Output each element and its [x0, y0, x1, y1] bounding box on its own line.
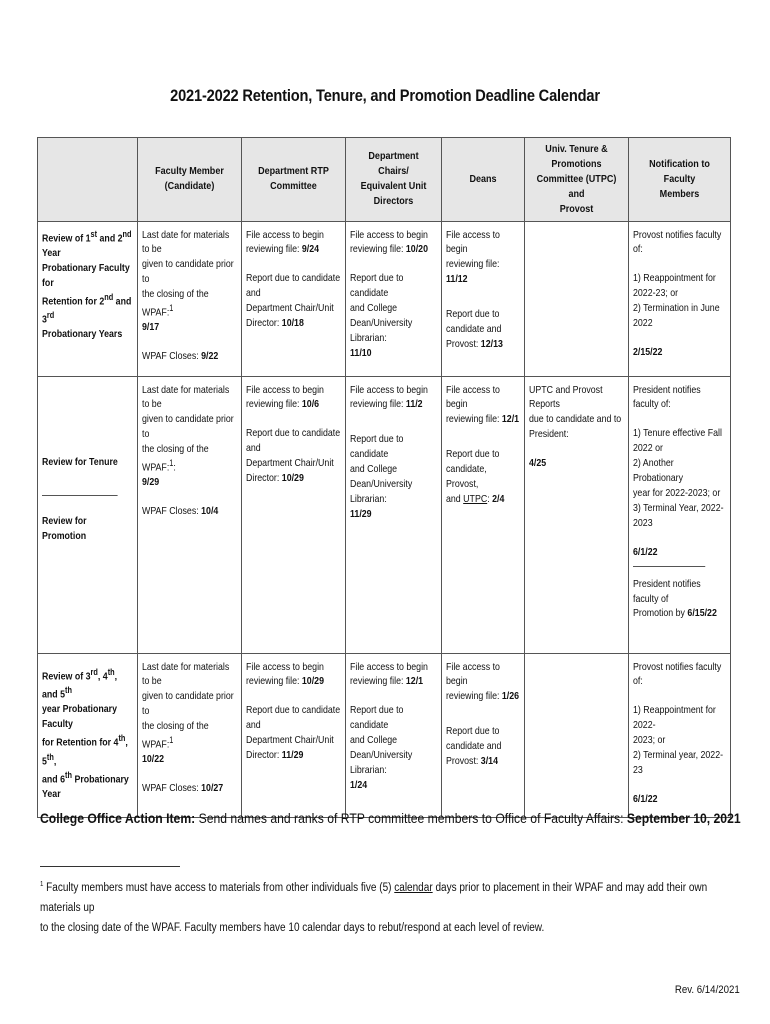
divider-line: [42, 495, 118, 496]
table-row: [38, 221, 731, 376]
college-office-action-item: College Office Action Item: Send names and ranks of RTP committee members to Office of Faculty Affairs: September 10, 2021: [40, 810, 741, 826]
faculty-cell: Last date for materials to be given to candidate prior to the closing of the WPAF:$^1$ 9/17 WPAF Closes: 9/22: [138, 221, 242, 376]
utpc-cell: [525, 653, 629, 817]
utpc-cell: UPTC and Provost Reports due to candidate and to President: 4/25: [525, 376, 629, 653]
notification-cell: President notifies faculty of: 1) Tenure effective Fall 2022 or 2) Another Probationary year for 2022-2023; or 3) Terminal Year, 2022- 2023 6/1/22 President notifies faculty of Promotion by 6/15/22: [629, 376, 731, 653]
chairs-cell: File access to begin reviewing file: 12/1 Report due to candidate and College Dean/University Librarian: 1/24: [346, 653, 442, 817]
footnote: $^1$ Faculty members must have access to materials from other individuals five (5) calendar days prior to placement in their WPAF and may add their own materials up to the closing date of the WPAF. Faculty members have 10 calendar days to rebut/respond at each level of review.: [40, 881, 708, 935]
notification-cell: Provost notifies faculty of: 1) Reappointment for 2022-23; or 2) Termination in June 2022 2/15/22: [629, 221, 731, 376]
chairs-cell: File access to begin reviewing file: 11/2 Report due to candidate and College Dean/University Librarian: 11/29: [346, 376, 442, 653]
deadline-calendar-table: [37, 137, 731, 818]
header-faculty-member: Faculty Member (Candidate): [138, 138, 242, 222]
deans-cell: File access to begin reviewing file: 12/1 Report due to candidate, Provost, and UTPC: 2/4: [442, 376, 525, 653]
table-row: [38, 376, 731, 653]
deans-cell: File access to begin reviewing file: 11/12 Report due to candidate and Provost: 12/13: [442, 221, 525, 376]
header-department-chairs: Department Chairs/ Equivalent Unit Directors: [346, 138, 442, 222]
notification-cell: Provost notifies faculty of: 1) Reappointment for 2022- 2023; or 2) Terminal year, 2022-23 6/1/22: [629, 653, 731, 817]
document-title: 2021-2022 Retention, Tenure, and Promotion Deadline Calendar: [170, 86, 600, 105]
header-notification: Notification to Faculty Members: [629, 138, 731, 222]
faculty-cell: Last date for materials to be given to candidate prior to the closing of the WPAF:$^1$: 9/29 WPAF Closes: 10/4: [138, 376, 242, 653]
table-row: [38, 653, 731, 817]
chairs-cell: File access to begin reviewing file: 10/20 Report due to candidate and College Dean/University Librarian: 11/10: [346, 221, 442, 376]
deans-cell: File access to begin reviewing file: 1/26 Report due to candidate and Provost: 3/14: [442, 653, 525, 817]
rtp-cell: File access to begin reviewing file: 9/24 Report due to candidate and Department Chair/Unit Director: 10/18: [242, 221, 346, 376]
header-department-rtp: Department RTP Committee: [242, 138, 346, 222]
header-blank: [38, 138, 138, 222]
rtp-cell: File access to begin reviewing file: 10/29 Report due to candidate and Department Chair/Unit Director: 11/29: [242, 653, 346, 817]
divider-line: [633, 566, 705, 567]
revision-date: Rev. 6/14/2021: [675, 984, 740, 996]
header-utpc: Univ. Tenure & Promotions Committee (UTPC) and Provost: [525, 138, 629, 222]
utpc-cell: [525, 221, 629, 376]
row-label-retention-1-2: Review of 1st and 2nd Year Probationary Faculty for Retention for 2nd and 3rd Probationary Years: [38, 221, 138, 376]
footnote-rule: [40, 866, 180, 867]
row-label-tenure-promotion: Review for Tenure Review for Promotion: [38, 376, 138, 653]
rtp-cell: File access to begin reviewing file: 10/6 Report due to candidate and Department Chair/Unit Director: 10/29: [242, 376, 346, 653]
faculty-cell: Last date for materials to be given to candidate prior to the closing of the WPAF:$^1$ 10/22 WPAF Closes: 10/27: [138, 653, 242, 817]
row-label-retention-3-5: Review of 3rd, 4th, and 5th year Probationary Faculty for Retention for 4th, 5th, and 6th Probationary Year: [38, 653, 138, 817]
header-deans: Deans: [442, 138, 525, 222]
header-row: [38, 138, 731, 222]
